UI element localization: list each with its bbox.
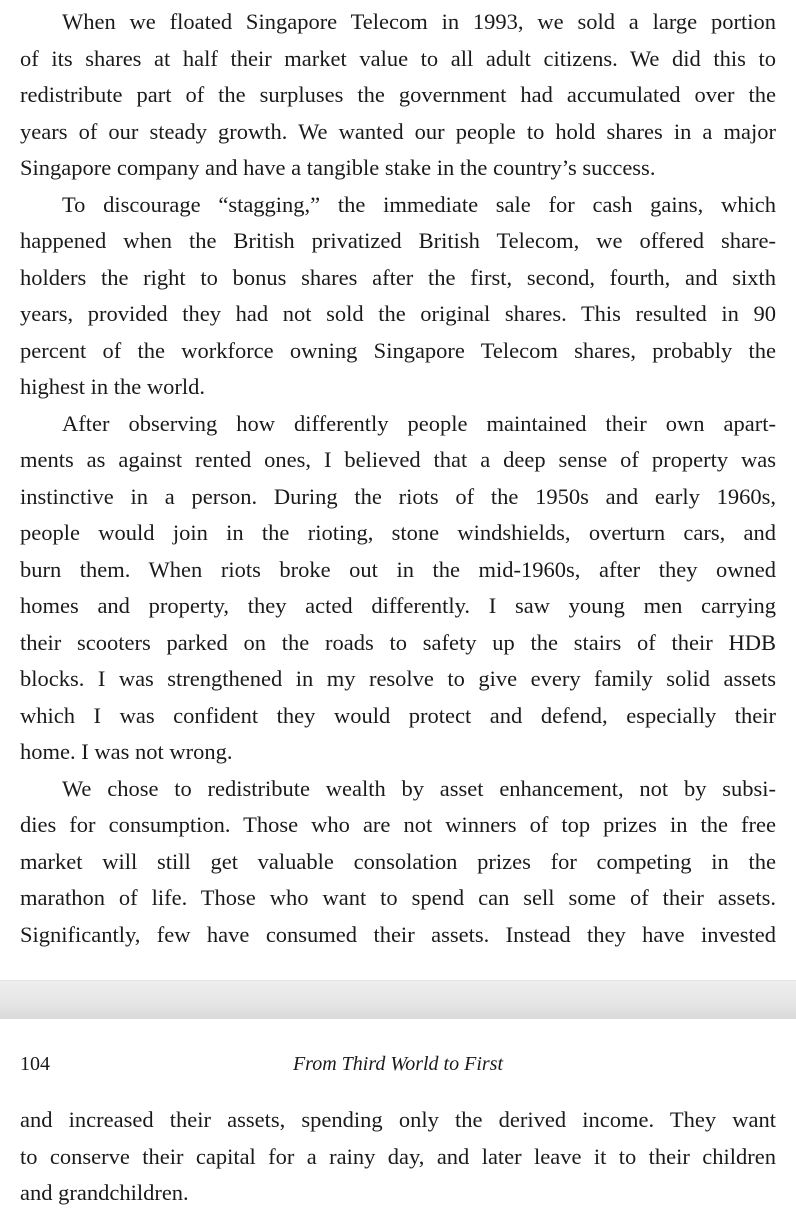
- text-line: homes and property, they acted differently. I saw young men carrying: [20, 593, 776, 618]
- page-break-divider: [0, 980, 796, 1020]
- text-line: and grandchildren.: [20, 1180, 189, 1205]
- text-line: We chose to redistribute wealth by asset enhancement, not by subsi-: [62, 775, 776, 801]
- paragraph-3: [20, 406, 776, 771]
- running-head: [20, 1049, 776, 1079]
- book-title: From Third World to First: [292, 1053, 504, 1075]
- text-line: their scooters parked on the roads to safety up the stairs of their HDB: [20, 629, 776, 655]
- text-line: happened when the British privatized British Telecom, we offered share-: [20, 228, 776, 253]
- text-line: ments as against rented ones, I believed that a deep sense of property was: [20, 447, 776, 472]
- text-line: redistribute part of the surpluses the government had accumulated over the: [20, 82, 776, 107]
- paragraph-2: [20, 187, 776, 406]
- text-line: people would join in the rioting, stone windshields, overturn cars, and: [20, 520, 776, 545]
- text-line: Significantly, few have consumed their assets. Instead they have invested: [20, 921, 776, 947]
- paragraph-4: [20, 771, 776, 954]
- paragraph-1: [20, 4, 776, 187]
- text-line: years, provided they had not sold the original shares. This resulted in 90: [20, 301, 776, 326]
- text-line: To discourage “stagging,” the immediate sale for cash gains, which: [62, 191, 776, 217]
- text-line: highest in the world.: [20, 374, 205, 399]
- text-line: of its shares at half their market value to all adult citizens. We did this to: [20, 45, 776, 71]
- text-line: and increased their assets, spending only the derived income. They want: [20, 1107, 776, 1132]
- text-line: marathon of life. Those who want to spend can sell some of their assets.: [20, 885, 776, 910]
- text-line: holders the right to bonus shares after the first, second, fourth, and sixth: [20, 264, 776, 290]
- text-line: market will still get valuable consolation prizes for competing in the: [20, 848, 776, 874]
- text-line: blocks. I was strengthened in my resolve to give every family solid assets: [20, 666, 776, 691]
- text-line: Singapore company and have a tangible stake in the country’s success.: [20, 155, 656, 180]
- text-line: home. I was not wrong.: [20, 739, 233, 764]
- text-line: When we floated Singapore Telecom in 1993, we sold a large portion: [62, 9, 776, 34]
- text-line: years of our steady growth. We wanted our people to hold shares in a major: [20, 118, 776, 144]
- text-line: instinctive in a person. During the riots of the 1950s and early 1960s,: [20, 483, 776, 509]
- lower-page: [0, 1019, 796, 1205]
- lower-page-text: [20, 1102, 776, 1212]
- text-line: which I was confident they would protect and defend, especially their: [20, 702, 776, 728]
- text-line: dies for consumption. Those who are not winners of top prizes in the free: [20, 812, 776, 837]
- text-line: After observing how differently people maintained their own apart-: [62, 410, 776, 436]
- text-line: to conserve their capital for a rainy day, and later leave it to their children: [20, 1143, 776, 1169]
- text-line: burn them. When riots broke out in the mid-1960s, after they owned: [20, 556, 776, 582]
- upper-page-text: [20, 4, 776, 953]
- page-number: 104: [20, 1053, 50, 1075]
- text-line: percent of the workforce owning Singapore Telecom shares, probably the: [20, 337, 776, 363]
